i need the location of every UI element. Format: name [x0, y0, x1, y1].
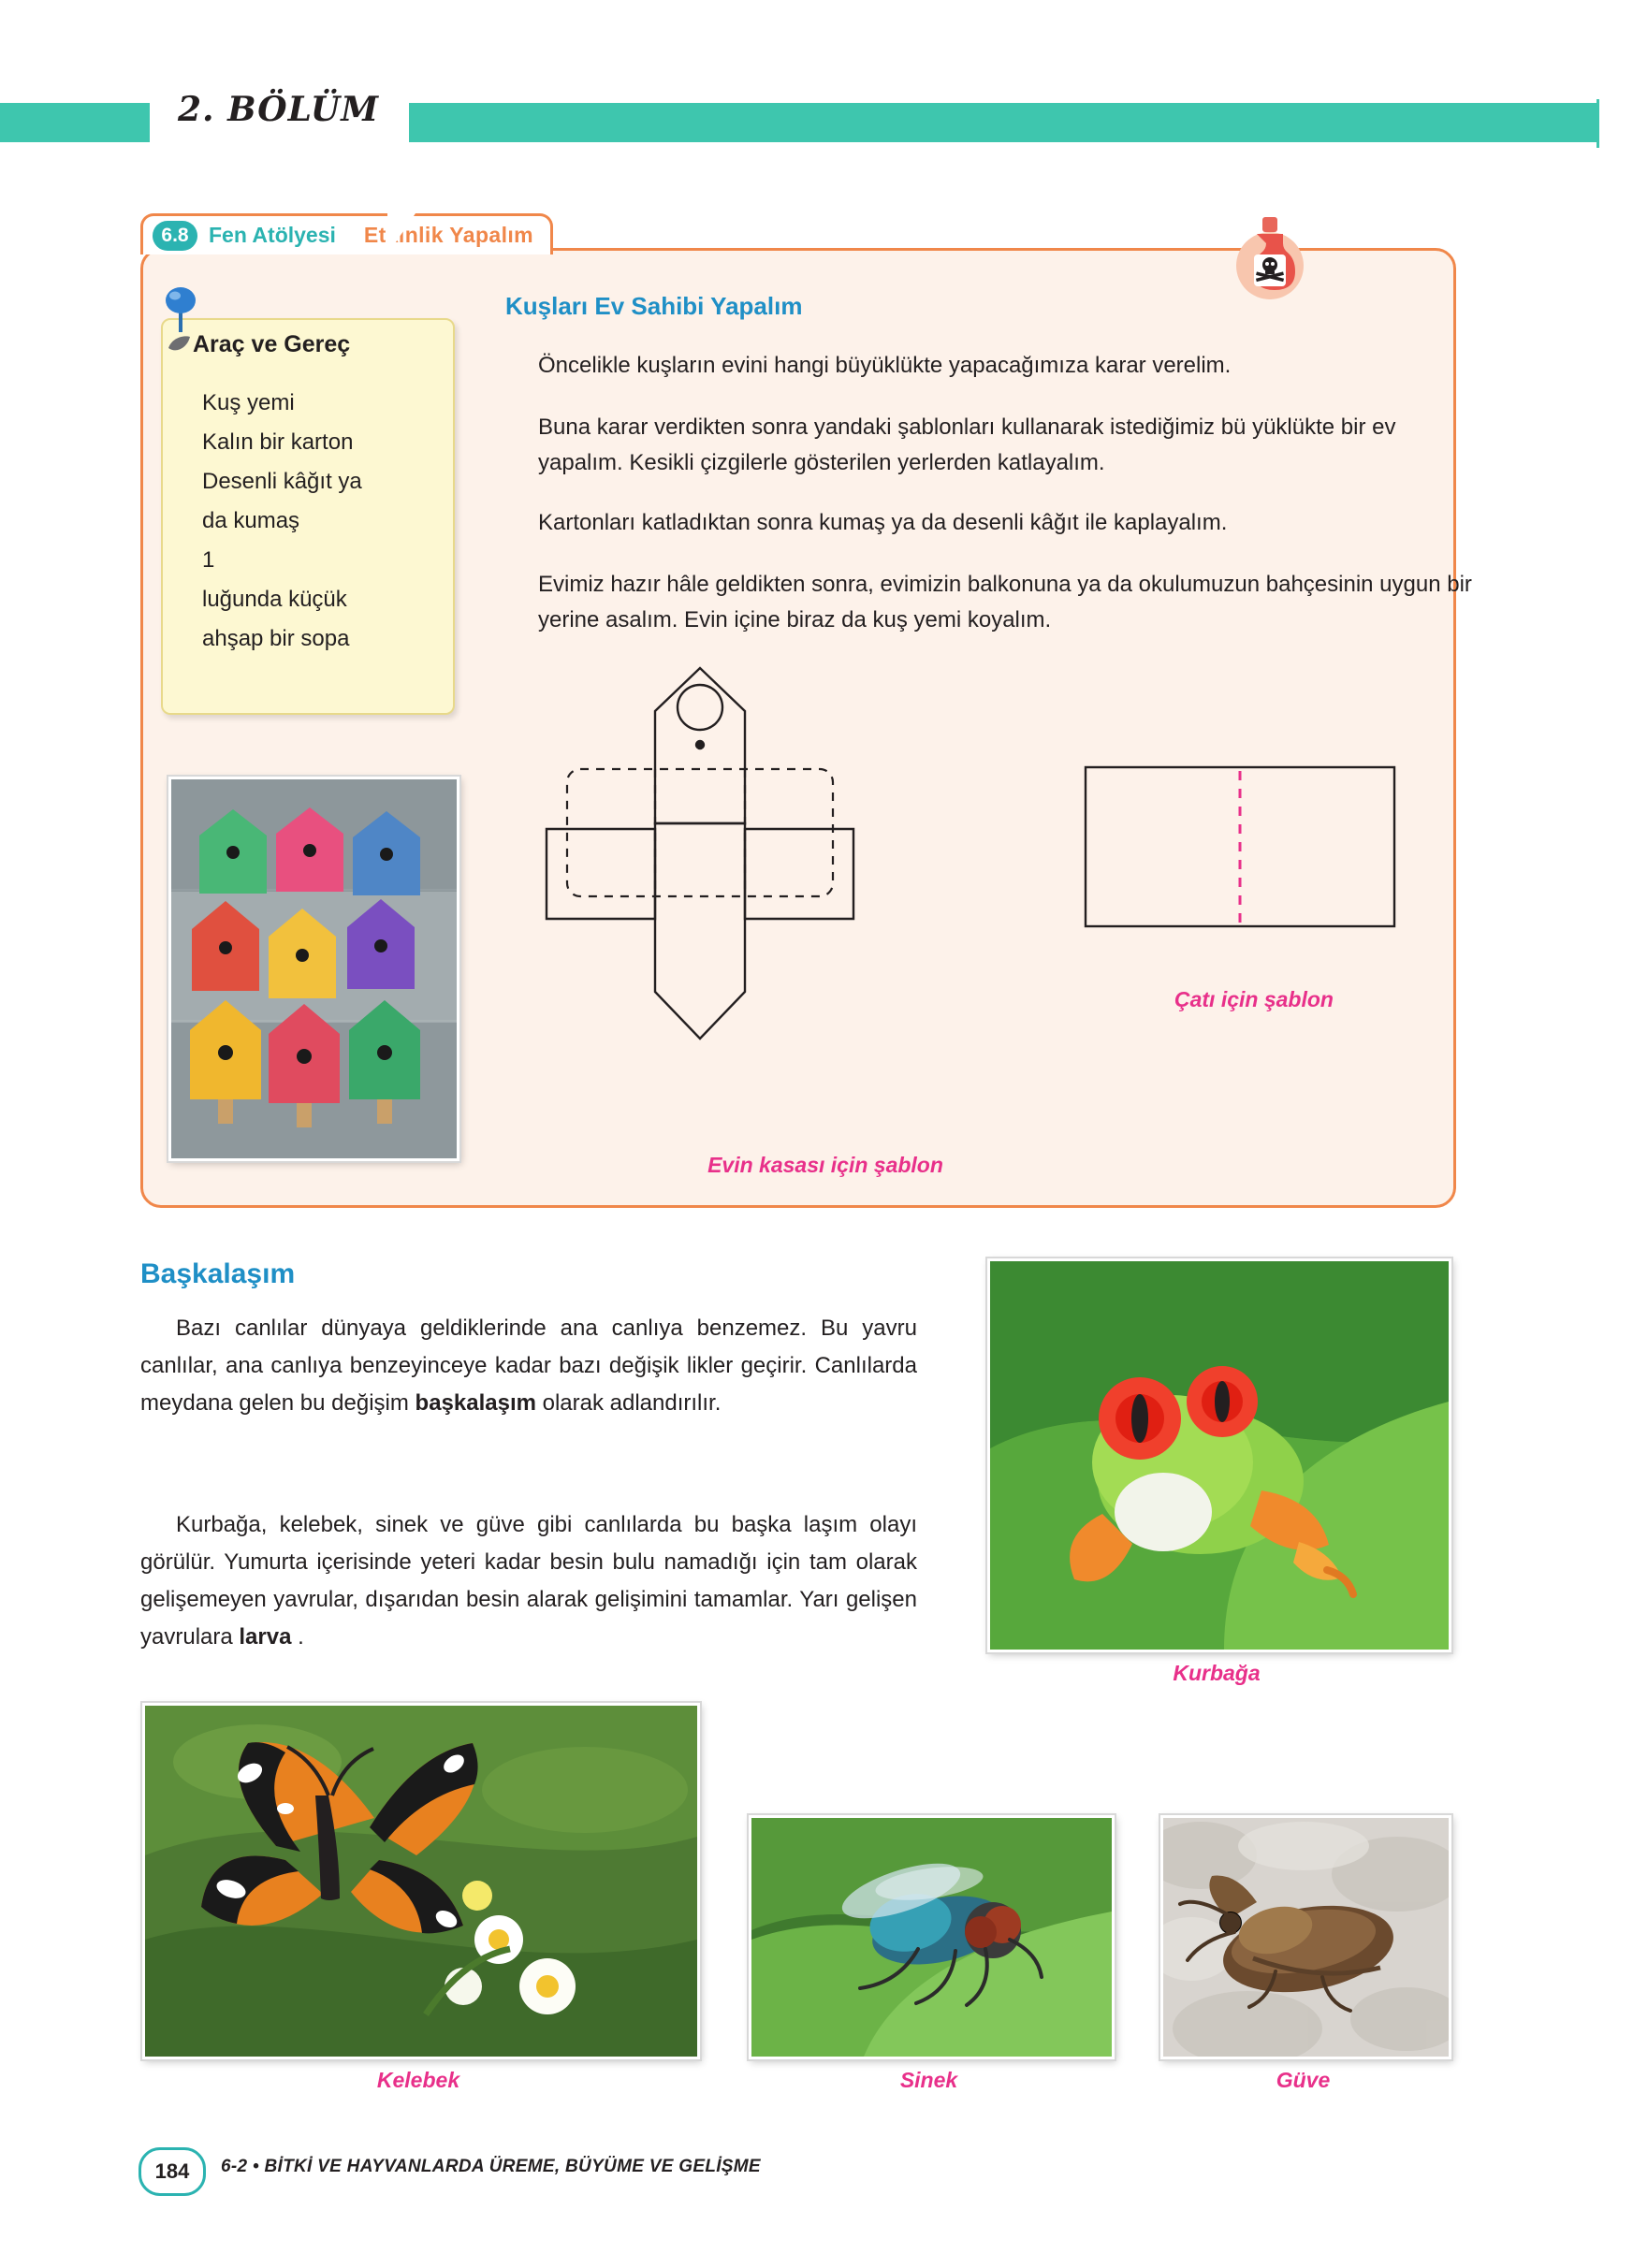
pushpin-icon	[161, 285, 200, 334]
activity-paragraph: Evimiz hazır hâle geldikten sonra, evimizin balkonuna ya da okulumuzun bahçesinin uygun bir yerine asalım. Evin içine biraz da kuş yemi koyalım.	[538, 572, 1472, 632]
chapter-band-right	[409, 103, 1597, 142]
activity-tab-notch	[387, 213, 416, 254]
section-paragraph	[140, 1506, 917, 1656]
fly-photo	[749, 1815, 1115, 2059]
page-number-badge: 184	[139, 2147, 206, 2196]
activity-paragraph: Kartonları katladıktan sonra kumaş ya da desenli kâğıt ile kaplayalım.	[538, 510, 1228, 535]
template-body-caption: Evin kasası için şablon	[707, 1153, 943, 1177]
moth-caption: Güve	[1276, 2068, 1331, 2092]
moth-photo	[1160, 1815, 1451, 2059]
paragraph-bold-term: başkalaşım	[415, 1390, 536, 1416]
section-title: Başkalaşım	[140, 1258, 296, 1289]
activity-heading: Kuşları Ev Sahibi Yapalım	[505, 292, 803, 320]
template-body-bottom	[655, 823, 745, 1039]
frog-caption: Kurbağa	[1173, 1661, 1261, 1685]
activity-tab	[140, 213, 553, 254]
materials-item: ahşap bir sopa	[202, 626, 350, 651]
frog-photo	[987, 1258, 1451, 1652]
activity-number-badge: 6.8	[153, 221, 197, 251]
butterfly-caption: Kelebek	[376, 2068, 460, 2092]
paragraph-text: Bazı canlılar dünyaya geldiklerinde ana canlıya benzemez. Bu yavru canlılar, ana canlıya benzeyinceye kadar bazı değişik likler geçirir. Canlılarda meydana gelen bu değişim	[140, 1316, 917, 1416]
template-roof-caption: Çatı için şablon	[1174, 987, 1334, 1011]
activity-paragraph: Öncelikle kuşların evini hangi büyüklükte yapacağımıza karar verelim.	[538, 353, 1232, 378]
poison-bottle-icon	[1233, 213, 1306, 301]
materials-item: da kumaş	[202, 508, 300, 533]
birdhouse-photo	[168, 777, 459, 1161]
materials-item: 1	[202, 547, 215, 573]
paragraph-bold-term: larva	[239, 1624, 292, 1650]
materials-list	[202, 384, 455, 659]
activity-label-primary: Fen Atölyesi	[209, 223, 336, 247]
butterfly-photo	[142, 1703, 700, 2059]
activity-label-secondary: Etkinlik Yapalım	[363, 223, 534, 247]
footer-unit-text: 6-2 • BİTKİ VE HAYVANLARDA ÜREME, BÜYÜME VE GELİŞME	[221, 2157, 761, 2176]
leaf-bullet-icon	[167, 335, 191, 354]
paragraph-text-after: olarak adlandırılır.	[535, 1390, 722, 1416]
section-paragraph	[140, 1310, 917, 1422]
paragraph-text-after: .	[291, 1624, 304, 1650]
materials-item: Desenli kâğıt ya	[202, 469, 362, 494]
chapter-band-left	[0, 103, 150, 142]
chapter-band-tick	[1597, 99, 1599, 148]
chapter-title: 2. BÖLÜM	[178, 90, 380, 129]
materials-item: luğunda küçük	[202, 587, 347, 612]
templates-diagram	[524, 655, 1422, 1141]
paragraph-text: Kurbağa, kelebek, sinek ve güve gibi canlılarda bu başka laşım olayı görülür. Yumurta içerisinde yeteri kadar besin bulu namadığı için tam olarak gelişemeyen yavrular, dışarıdan besin alarak gelişimini tamamlar. Yarı gelişen yavrulara	[140, 1512, 917, 1650]
fly-caption: Sinek	[899, 2068, 958, 2092]
materials-item: Kuş yemi	[202, 390, 295, 415]
activity-paragraph: Buna karar verdikten sonra yandaki şablonları kullanarak istediğimiz bü yüklükte bir ev yapalım. Kesikli çizgilerle gösterilen yerlerden katlayalım.	[538, 414, 1396, 475]
materials-title: Araç ve Gereç	[193, 331, 351, 357]
materials-item: Kalın bir karton	[202, 429, 354, 455]
